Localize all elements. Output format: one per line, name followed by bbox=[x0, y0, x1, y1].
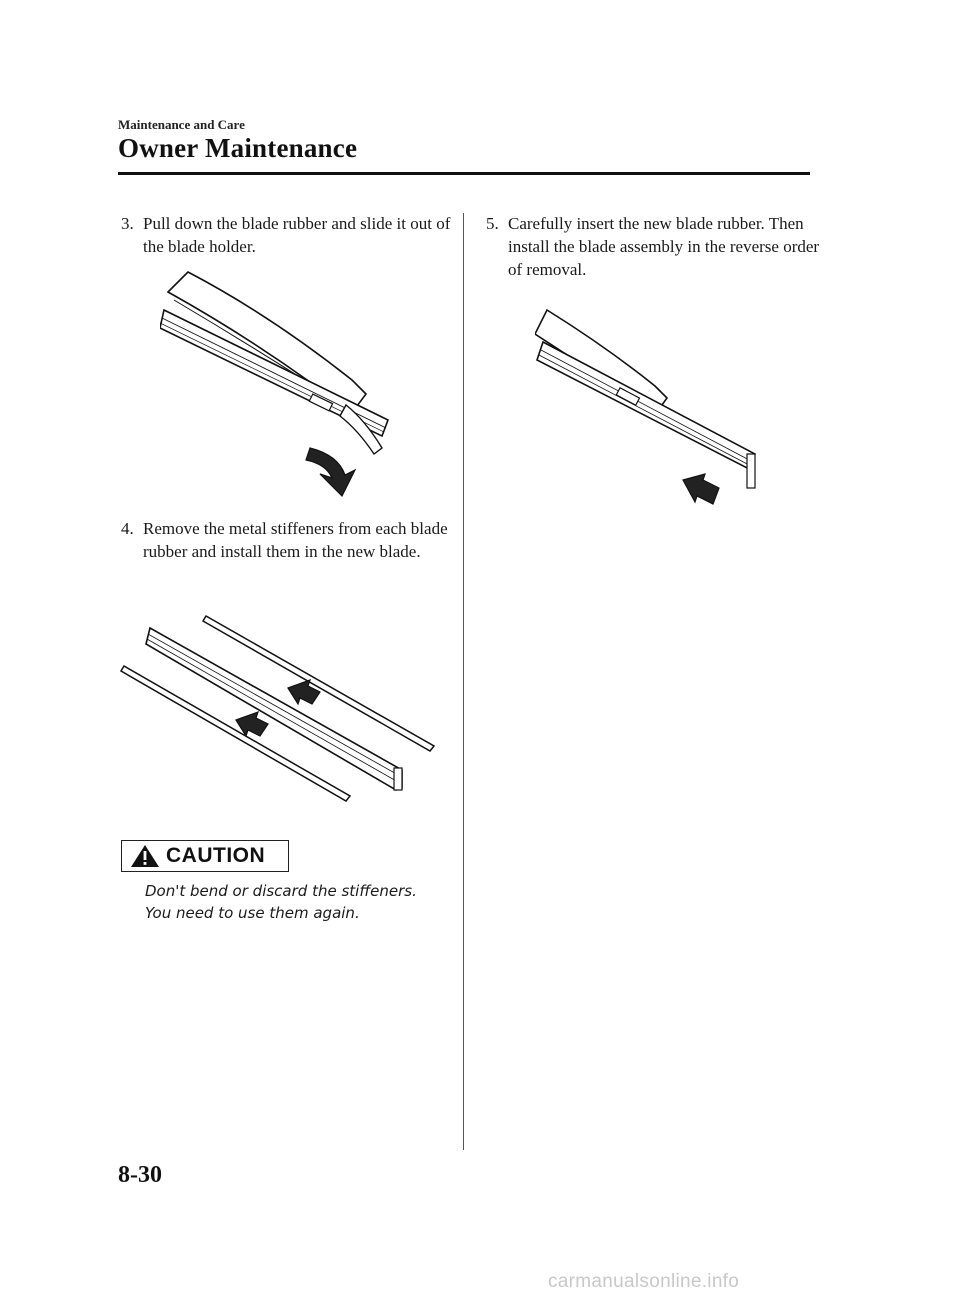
warning-icon bbox=[130, 844, 160, 868]
watermark: carmanualsonline.info bbox=[548, 1271, 740, 1292]
caution-label: CAUTION bbox=[166, 844, 266, 867]
blade-insert-illustration bbox=[535, 308, 765, 508]
step-number: 4. bbox=[121, 519, 134, 538]
page-number: 8-30 bbox=[118, 1162, 162, 1188]
step-text: Carefully insert the new blade rubber. Then install the blade assembly in the reverse order of removal. bbox=[508, 214, 820, 279]
page-title: Owner Maintenance bbox=[118, 133, 358, 163]
step-5 bbox=[486, 212, 828, 281]
title-rule bbox=[118, 172, 810, 175]
step-text: Pull down the blade rubber and slide it out of the blade holder. bbox=[143, 214, 451, 256]
column-divider bbox=[463, 213, 464, 1150]
step-number: 3. bbox=[121, 214, 134, 233]
section-label: Maintenance and Care bbox=[118, 117, 245, 132]
blade-pull-down-illustration bbox=[160, 270, 400, 500]
step-4 bbox=[121, 517, 461, 563]
caution-box bbox=[121, 840, 289, 872]
caution-text: Don't bend or discard the stiffeners. You need to use them again. bbox=[145, 882, 417, 922]
step-text: Remove the metal stiffeners from each blade rubber and install them in the new blade. bbox=[143, 519, 448, 561]
stiffeners-illustration bbox=[118, 610, 438, 805]
step-3 bbox=[121, 212, 461, 258]
step-number: 5. bbox=[486, 214, 499, 233]
